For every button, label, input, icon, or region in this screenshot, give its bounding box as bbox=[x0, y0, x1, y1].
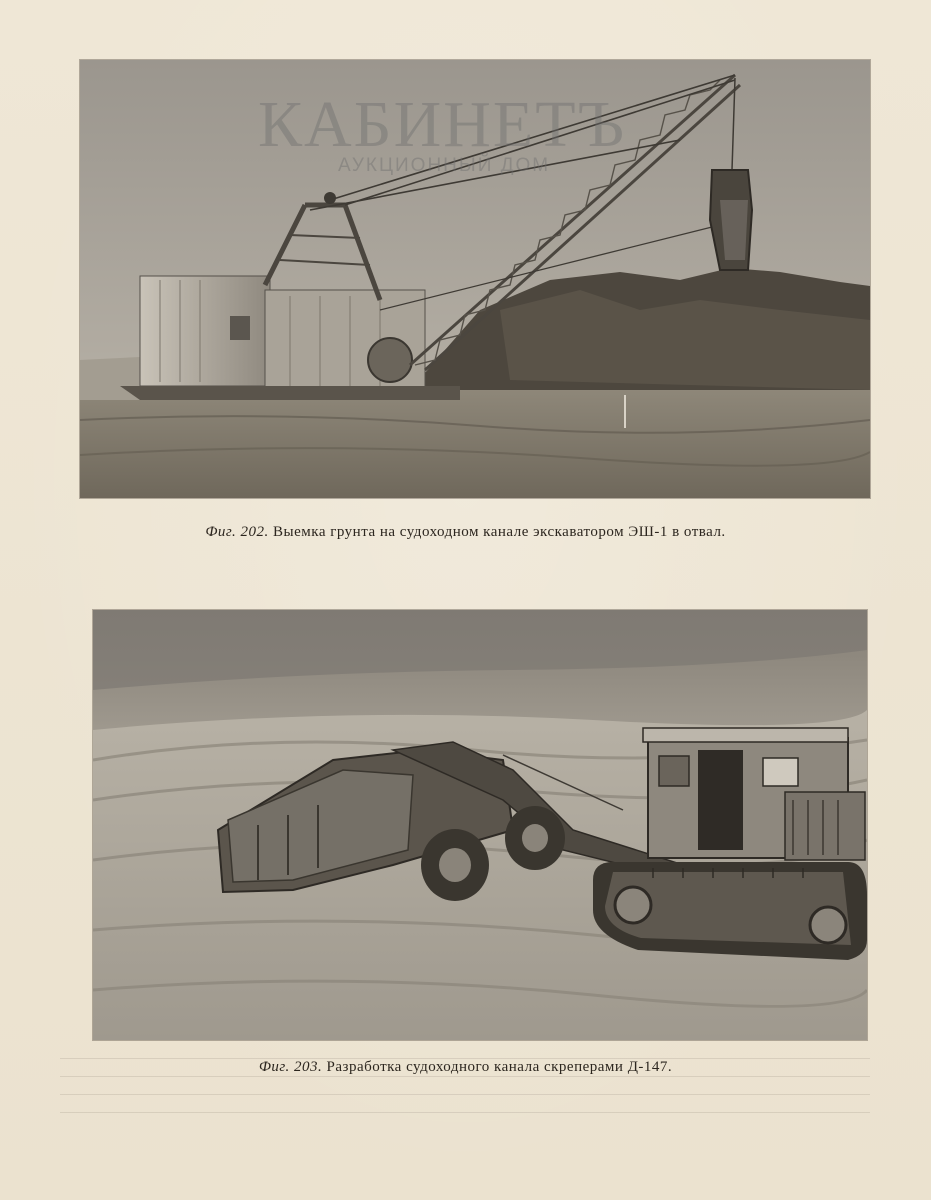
figure-caption-text: Выемка грунта на судоходном канале экскаватором ЭШ-1 в отвал. bbox=[273, 524, 726, 540]
figure-caption-text: Разработка судоходного канала скреперами Д-147. bbox=[326, 1059, 673, 1075]
figure-caption-202 bbox=[0, 524, 931, 541]
figure-number: Фиг. 202. bbox=[205, 524, 269, 540]
figure-number: Фиг. 203. bbox=[258, 1059, 323, 1075]
watermark-subtitle: АУКЦИОННЫЙ ДОМ bbox=[338, 155, 551, 176]
watermark-title: КАБИНЕТЪ bbox=[258, 88, 627, 161]
photo-scraper-tractor bbox=[93, 610, 867, 1040]
photo-dragline-excavator bbox=[80, 60, 870, 498]
figure-caption-203 bbox=[0, 1059, 931, 1076]
